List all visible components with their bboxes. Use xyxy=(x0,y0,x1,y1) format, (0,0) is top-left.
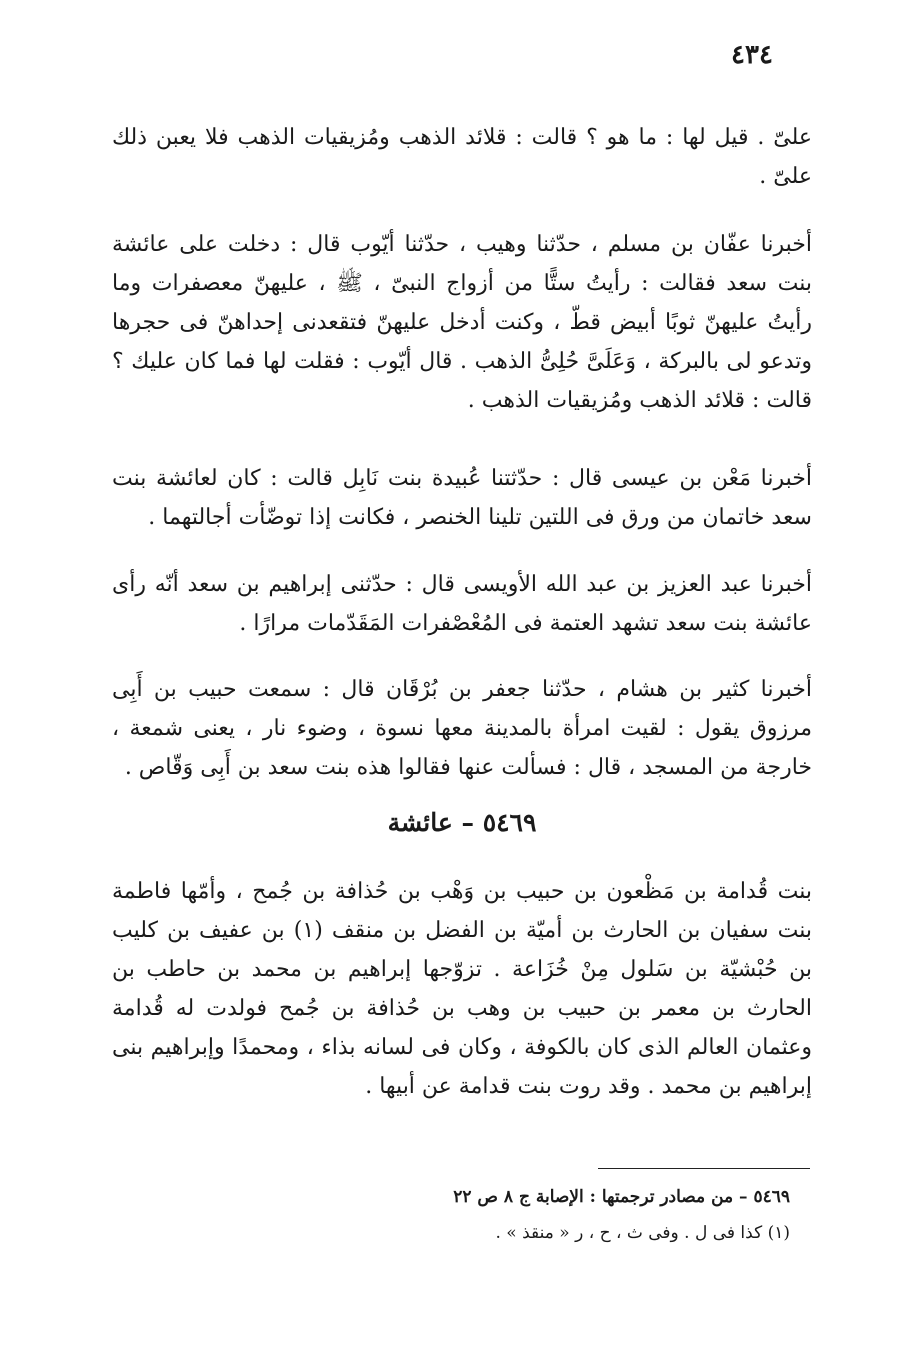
entry-heading: ٥٤٦٩ – عائشة xyxy=(387,808,537,837)
footnote-sources: ٥٤٦٩ – من مصادر ترجمتها : الإصابة ج ٨ ص ٢٢ xyxy=(453,1187,790,1207)
paragraph-affan-report: أخبرنا عفّان بن مسلم ، حدّثنا وهيب ، حدّثنا أيّوب قال : دخلت على عائشة بنت سعد فقالت : رأيتُ ستًّا من أزواج النبىّ ، ﷺ ، عليهنّ معصفرات وما رأيتُ عليهنّ ثوبًا أبيض قطّ ، وكنت أدخل عليهنّ فتقعدنى إحداهنّ فى حجرها وتدعو لى بالبركة ، وَعَلَىَّ حُلِىُّ الذهب . قال أيّوب : فقلت لها فما كان عليك ؟ قالت : قلائد الذهب ومُزيقيات الذهب . xyxy=(112,232,812,413)
paragraph-maan-report: أخبرنا مَعْن بن عيسى قال : حدّثتنا عُبيدة بنت نَابِل قالت : كان لعائشة بنت سعد خاتمان من ورق فى اللتين تلينا الخنصر ، فكانت إذا توضّأت أجالتهما . xyxy=(112,466,812,530)
page-number: ٤٣٤ xyxy=(731,40,773,70)
paragraph-continuation: علىّ . قيل لها : ما هو ؟ قالت : قلائد الذهب ومُزيقيات الذهب فلا يعبن ذلك علىّ . xyxy=(112,125,812,189)
paragraph-uwaysi-report: أخبرنا عبد العزيز بن عبد الله الأويسى قال : حدّثنى إبراهيم بن سعد أنّه رأى عائشة بنت سعد تشهد العتمة فى المُعْصْفرات المَقَدّمات مرارًا . xyxy=(112,572,812,636)
footnote-divider xyxy=(598,1168,810,1169)
paragraph-biography: بنت قُدامة بن مَظْعون بن حبيب بن وَهْب بن حُذافة بن جُمح ، وأمّها فاطمة بنت سفيان بن الحارث بن أميّة بن الفضل بن منقف (١) بن عفيف بن كليب بن حُبْشيّة بن سَلول مِنْ خُزَاعة . تزوّجها إبراهيم بن محمد بن حاطب بن الحارث بن معمر بن حبيب بن وهب بن حُذافة بن جُمح فولدت له قُدامة وعثمان العالم الذى كان بالكوفة ، وكان فى لسانه بذاء ، ومحمدًا وإبراهيم بنى إبراهيم بن محمد . وقد روت بنت قدامة عن أبيها . xyxy=(112,879,812,1099)
paragraph-kathir-report: أخبرنا كثير بن هشام ، حدّثنا جعفر بن بُرْقَان قال : سمعت حبيب بن أَبِى مرزوق يقول : لقيت امرأة بالمدينة معها نسوة ، وضوء نار ، يعنى شمعة ، خارجة من المسجد ، قال : فسألت عنها فقالوا هذه بنت سعد بن أَبِى وَقّاص . xyxy=(112,677,812,780)
footnote-variant: (١) كذا فى ل . وفى ث ، ح ، ر « منقذ » . xyxy=(495,1223,790,1243)
